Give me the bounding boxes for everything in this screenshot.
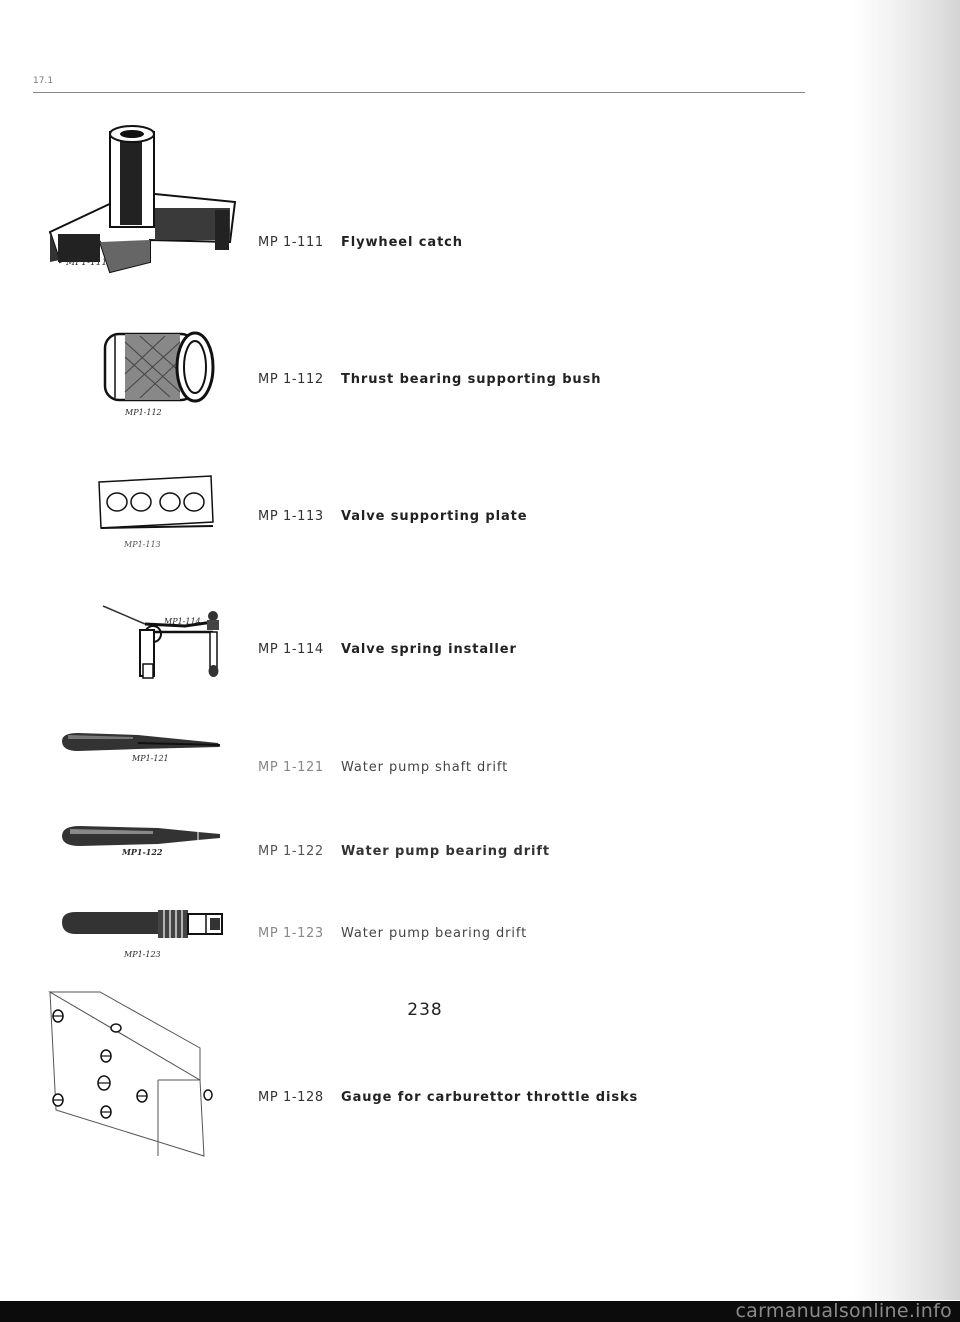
flywheel-catch-icon bbox=[40, 112, 240, 277]
stepped-drift-icon bbox=[58, 904, 228, 944]
tool-code: MP 1-112 bbox=[258, 372, 324, 387]
tool-description: Water pump bearing drift bbox=[341, 844, 551, 859]
watermark: carmanualsonline.info bbox=[735, 1300, 952, 1322]
spring-installer-icon bbox=[95, 594, 230, 689]
page-number: 238 bbox=[407, 1000, 443, 1020]
tool-code: MP 1-122 bbox=[258, 844, 324, 859]
tool-description: Gauge for carburettor throttle disks bbox=[341, 1090, 639, 1105]
tool-code: MP 1-113 bbox=[258, 509, 324, 524]
tool-code: MP 1-128 bbox=[258, 1090, 324, 1105]
tool-description: Flywheel catch bbox=[341, 235, 463, 250]
tool-code: MP 1-123 bbox=[258, 926, 324, 941]
plate-icon bbox=[95, 470, 220, 540]
tool-code: MP 1-114 bbox=[258, 642, 324, 657]
tool-tag: MP1-123 bbox=[124, 950, 161, 959]
tool-tag: MP1-113 bbox=[124, 540, 161, 549]
tool-description: Water pump bearing drift bbox=[341, 926, 528, 941]
header-rule bbox=[33, 92, 805, 93]
drift-icon bbox=[58, 729, 228, 757]
tool-tag: MP1-122 bbox=[122, 847, 163, 857]
tool-description: Valve spring installer bbox=[341, 642, 517, 657]
tool-tag: MP1-112 bbox=[125, 408, 162, 417]
tool-tag: MP1-114 bbox=[164, 617, 201, 626]
tool-description: Water pump shaft drift bbox=[341, 760, 509, 775]
tool-tag: MP1-121 bbox=[132, 754, 169, 763]
tool-code: MP 1-121 bbox=[258, 760, 324, 775]
tool-tag: MP1-111 bbox=[66, 258, 108, 268]
page-edge-shadow bbox=[850, 0, 960, 1300]
tool-description: Valve supporting plate bbox=[341, 509, 528, 524]
bush-icon bbox=[95, 322, 220, 412]
tool-code: MP 1-111 bbox=[258, 235, 324, 250]
tool-description: Thrust bearing supporting bush bbox=[341, 372, 602, 387]
section-number: 17.1 bbox=[33, 76, 54, 86]
